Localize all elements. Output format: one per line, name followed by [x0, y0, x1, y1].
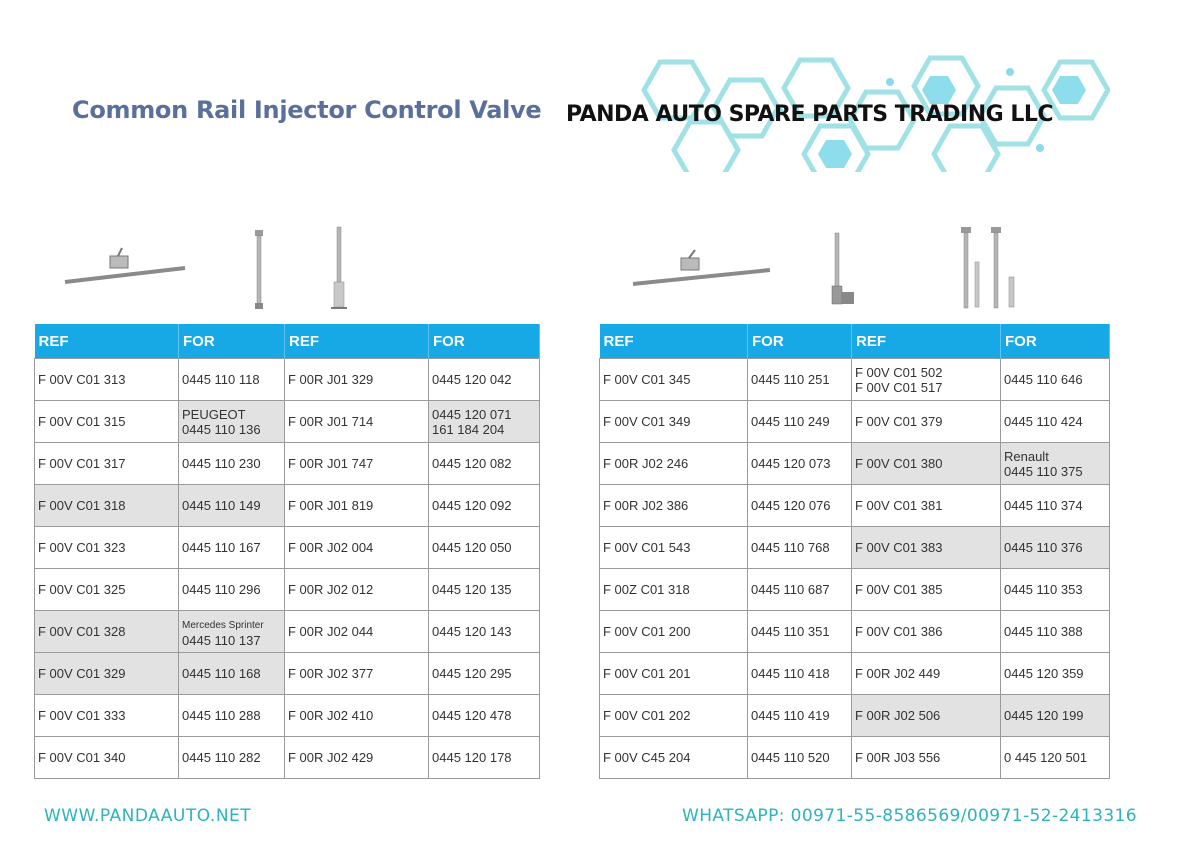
column-header-ref: REF	[35, 324, 179, 359]
ref-cell: F 00V C01 543	[600, 527, 748, 569]
for-cell: 0445 110 288	[179, 695, 285, 737]
for-cell: Renault 0445 110 375	[1001, 443, 1110, 485]
valve-image-flat-right	[625, 222, 775, 302]
table-row	[35, 611, 540, 653]
for-cell: 0445 110 230	[179, 443, 285, 485]
ref-cell: F 00V C01 340	[35, 737, 179, 779]
ref-cell: F 00V C01 323	[35, 527, 179, 569]
ref-cell: F 00R J01 819	[285, 485, 429, 527]
ref-cell: F 00R J03 556	[852, 737, 1001, 779]
ref-cell: F 00R J02 044	[285, 611, 429, 653]
table-row	[35, 737, 540, 779]
column-header-ref: REF	[285, 324, 429, 359]
for-cell: 0 445 120 501	[1001, 737, 1110, 779]
valve-image-stem-right	[825, 228, 865, 313]
for-cell: 0445 110 118	[179, 359, 285, 401]
for-cell: 0445 110 251	[748, 359, 852, 401]
for-cell: PEUGEOT 0445 110 136	[179, 401, 285, 443]
for-cell: 0445 110 374	[1001, 485, 1110, 527]
table-row	[35, 653, 540, 695]
ref-cell: F 00R J01 329	[285, 359, 429, 401]
for-cell: 0445 110 376	[1001, 527, 1110, 569]
for-cell: 0445 110 419	[748, 695, 852, 737]
ref-cell: F 00V C01 328	[35, 611, 179, 653]
ref-cell: F 00V C01 333	[35, 695, 179, 737]
table-row	[600, 485, 1110, 527]
for-cell: 0445 120 359	[1001, 653, 1110, 695]
table-row	[600, 443, 1110, 485]
table-row	[600, 527, 1110, 569]
ref-cell: F 00V C01 383	[852, 527, 1001, 569]
table-row	[35, 485, 540, 527]
table-row	[600, 737, 1110, 779]
for-cell: 0445 110 296	[179, 569, 285, 611]
left-parts-table	[34, 324, 540, 779]
column-header-for: FOR	[1001, 324, 1110, 359]
document-title: Common Rail Injector Control Valve	[72, 96, 542, 124]
table-row	[35, 443, 540, 485]
for-cell: 0445 110 520	[748, 737, 852, 779]
for-cell: 0445 110 168	[179, 653, 285, 695]
column-header-for: FOR	[429, 324, 540, 359]
for-cell: 0445 120 295	[429, 653, 540, 695]
column-header-for: FOR	[179, 324, 285, 359]
ref-cell: F 00V C01 379	[852, 401, 1001, 443]
for-cell: 0445 120 199	[1001, 695, 1110, 737]
ref-cell: F 00R J02 449	[852, 653, 1001, 695]
table-header-row	[600, 324, 1110, 359]
ref-cell: F 00V C01 318	[35, 485, 179, 527]
table-row	[35, 527, 540, 569]
ref-cell: F 00V C01 329	[35, 653, 179, 695]
for-cell: 0445 120 143	[429, 611, 540, 653]
ref-cell: F 00R J02 386	[600, 485, 748, 527]
column-header-ref: REF	[600, 324, 748, 359]
ref-cell: F 00V C01 201	[600, 653, 748, 695]
column-header-for: FOR	[748, 324, 852, 359]
table-row	[600, 569, 1110, 611]
ref-cell: F 00R J02 429	[285, 737, 429, 779]
for-cell: 0445 110 768	[748, 527, 852, 569]
ref-cell: F 00V C01 380	[852, 443, 1001, 485]
ref-cell: F 00R J01 714	[285, 401, 429, 443]
ref-cell: F 00V C01 385	[852, 569, 1001, 611]
table-row	[35, 569, 540, 611]
valve-image-rod	[245, 225, 275, 315]
for-cell: 0445 120 092	[429, 485, 540, 527]
table-header-row	[35, 324, 540, 359]
for-cell: 0445 110 282	[179, 737, 285, 779]
whatsapp-contact: WHATSAPP: 00971-55-8586569/00971-52-2413316	[682, 806, 1137, 826]
ref-cell: F 00R J02 012	[285, 569, 429, 611]
for-cell: 0445 120 178	[429, 737, 540, 779]
table-row	[35, 359, 540, 401]
for-cell: 0445 120 082	[429, 443, 540, 485]
for-cell: 0445 120 478	[429, 695, 540, 737]
ref-cell: F 00V C01 345	[600, 359, 748, 401]
for-cell: 0445 110 687	[748, 569, 852, 611]
ref-cell: F 00V C01 313	[35, 359, 179, 401]
ref-cell: F 00R J02 377	[285, 653, 429, 695]
ref-cell: F 00R J02 246	[600, 443, 748, 485]
for-cell: 0445 110 149	[179, 485, 285, 527]
for-cell: 0445 120 135	[429, 569, 540, 611]
table-row	[600, 401, 1110, 443]
for-cell: Mercedes Sprinter 0445 110 137	[179, 611, 285, 653]
right-parts-table	[599, 324, 1110, 779]
ref-cell: F 00V C45 204	[600, 737, 748, 779]
website-link[interactable]: WWW.PANDAAUTO.NET	[44, 806, 252, 826]
ref-cell: F 00V C01 325	[35, 569, 179, 611]
for-cell: 0445 110 388	[1001, 611, 1110, 653]
table-row	[600, 695, 1110, 737]
ref-cell: F 00V C01 315	[35, 401, 179, 443]
ref-cell: F 00V C01 386	[852, 611, 1001, 653]
for-cell: 0445 110 353	[1001, 569, 1110, 611]
company-name: PANDA AUTO SPARE PARTS TRADING LLC	[566, 102, 1054, 127]
for-cell: 0445 120 076	[748, 485, 852, 527]
ref-cell: F 00V C01 502 F 00V C01 517	[852, 359, 1001, 401]
ref-cell: F 00R J02 506	[852, 695, 1001, 737]
ref-cell: F 00R J02 004	[285, 527, 429, 569]
ref-cell: F 00V C01 349	[600, 401, 748, 443]
for-cell: 0445 110 424	[1001, 401, 1110, 443]
ref-cell: F 00V C01 381	[852, 485, 1001, 527]
valve-image-pin	[325, 222, 355, 317]
table-row	[600, 611, 1110, 653]
table-row	[600, 359, 1110, 401]
ref-cell: F 00R J01 747	[285, 443, 429, 485]
for-cell: 0445 110 167	[179, 527, 285, 569]
for-cell: 0445 120 071 161 184 204	[429, 401, 540, 443]
for-cell: 0445 110 249	[748, 401, 852, 443]
valve-image-set-right	[955, 222, 1030, 314]
for-cell: 0445 110 418	[748, 653, 852, 695]
ref-cell: F 00V C01 202	[600, 695, 748, 737]
for-cell: 0445 120 050	[429, 527, 540, 569]
ref-cell: F 00V C01 317	[35, 443, 179, 485]
ref-cell: F 00V C01 200	[600, 611, 748, 653]
for-cell: 0445 110 646	[1001, 359, 1110, 401]
table-row	[35, 695, 540, 737]
ref-cell: F 00Z C01 318	[600, 569, 748, 611]
valve-image-flat	[60, 220, 200, 320]
for-cell: 0445 120 073	[748, 443, 852, 485]
table-row	[35, 401, 540, 443]
for-cell: 0445 120 042	[429, 359, 540, 401]
column-header-ref: REF	[852, 324, 1001, 359]
ref-cell: F 00R J02 410	[285, 695, 429, 737]
table-row	[600, 653, 1110, 695]
for-cell: 0445 110 351	[748, 611, 852, 653]
